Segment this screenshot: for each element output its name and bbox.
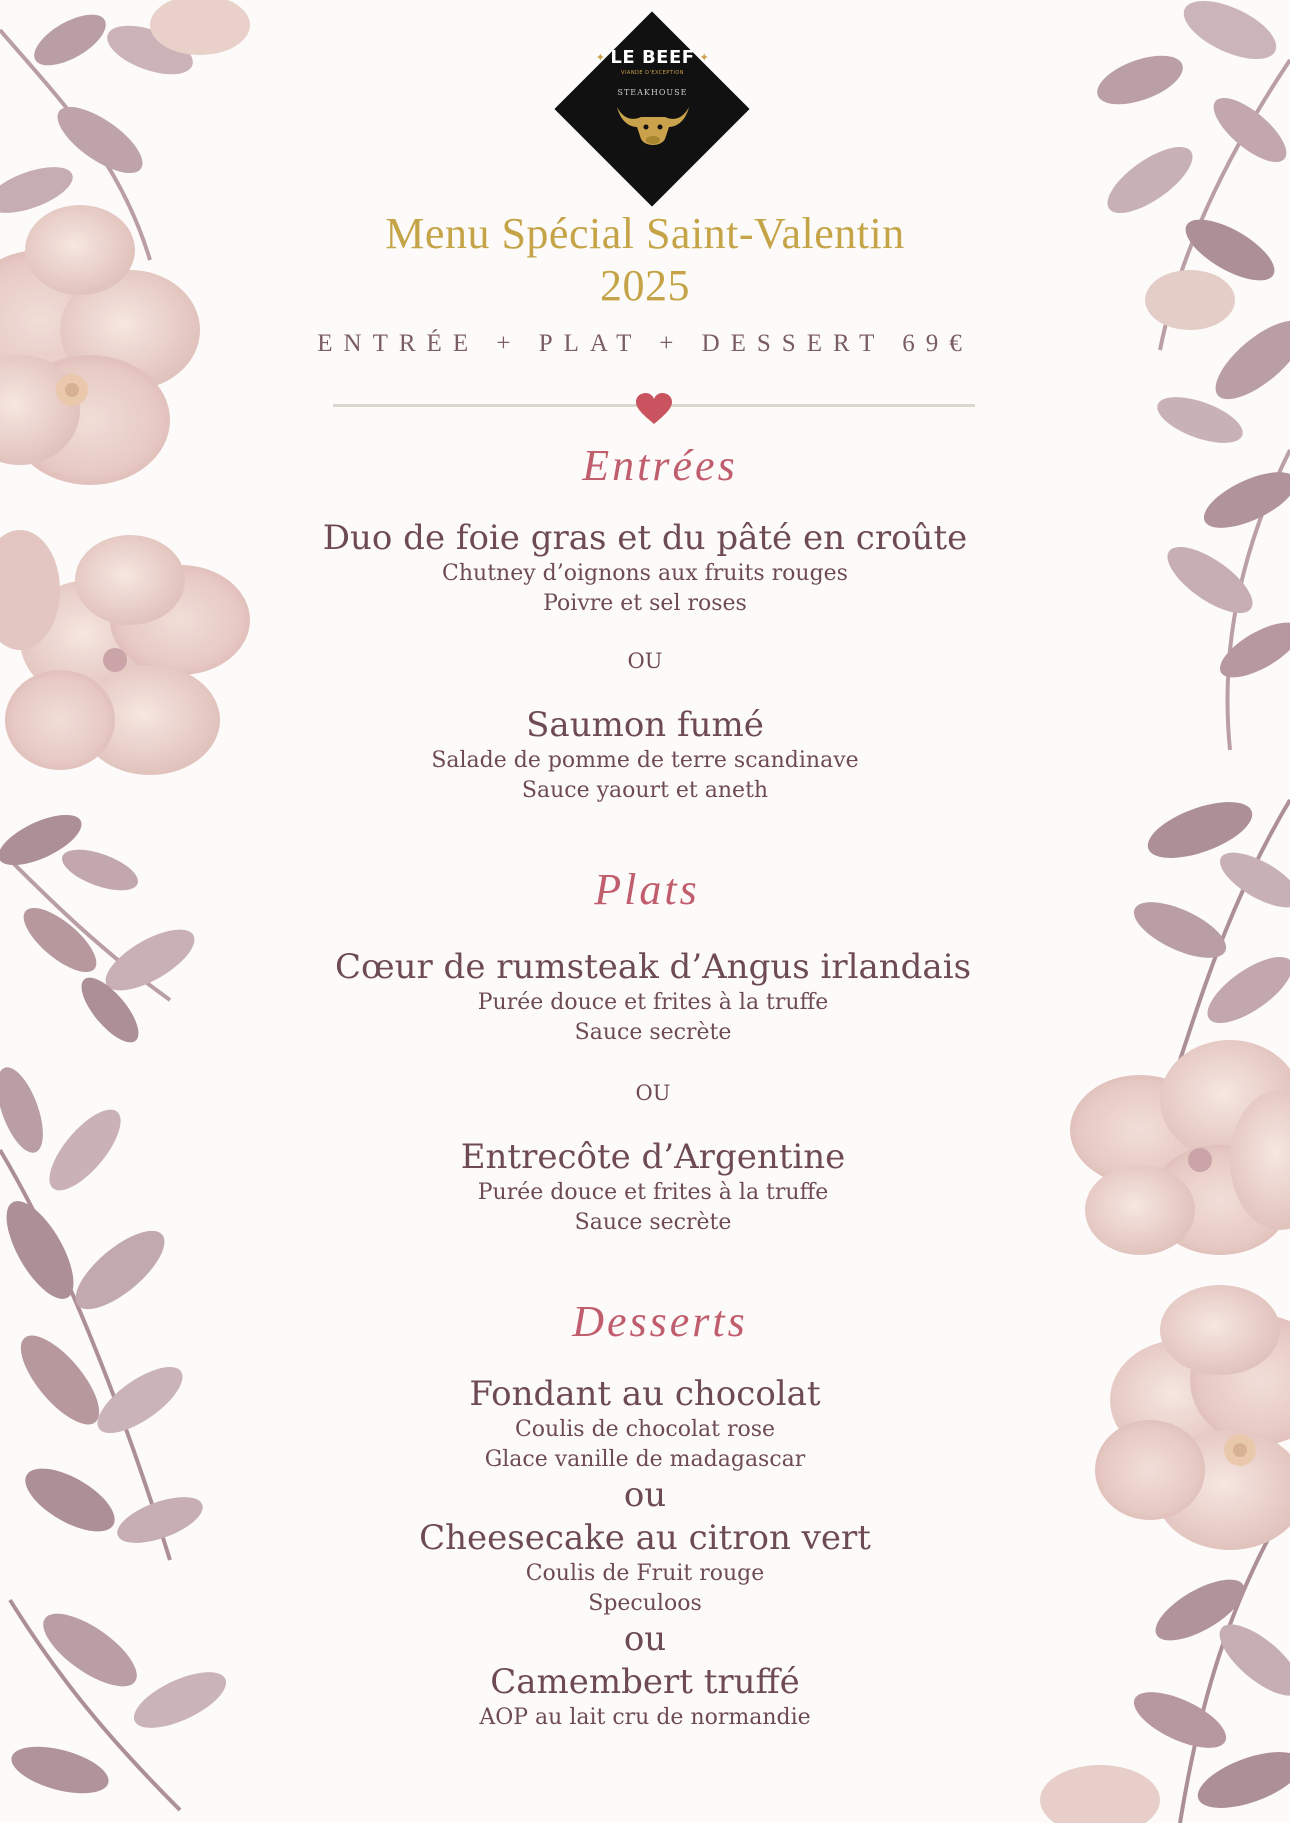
dish-name: Duo de foie gras et du pâté en croûte [322,518,968,558]
dish-detail: Sauce secrète [574,1210,732,1235]
dish-detail: Glace vanille de madagascar [484,1447,806,1472]
dish-detail: Purée douce et frites à la truffe [477,1180,829,1205]
dish-name: Cheesecake au citron vert [419,1518,871,1558]
or-separator: ou [623,1619,667,1659]
dish-name: Camembert truffé [490,1662,800,1702]
sparkle-icon: ✦ [699,51,710,64]
sparkle-icon: ✦ [595,51,606,64]
or-separator: OU [627,649,663,673]
bull-head-icon [613,99,693,149]
section-title-desserts: Desserts [572,1297,748,1346]
dish-name: Cœur de rumsteak d’Angus irlandais [334,947,972,987]
or-separator: ou [623,1475,667,1515]
dish-name: Fondant au chocolat [469,1374,821,1414]
menu-title: Menu Spécial Saint-Valentin [385,209,905,258]
dish-detail: Sauce secrète [574,1020,732,1045]
heart-icon [634,392,674,426]
dish-detail: Purée douce et frites à la truffe [477,990,829,1015]
dish-detail: Coulis de chocolat rose [514,1417,776,1442]
section-title-entrees: Entrées [582,441,738,490]
menu-year: 2025 [600,261,690,310]
menu-formula-price: ENTRÉE + PLAT + DESSERT 69€ [317,330,973,357]
logo-name: LE BEEF [610,46,695,68]
logo-tagline: VIANDE D'EXCEPTION [621,69,684,76]
dish-detail: Coulis de Fruit rouge [525,1561,765,1586]
restaurant-logo [555,12,750,207]
dish-detail: Salade de pomme de terre scandinave [431,748,859,773]
dish-detail: Sauce yaourt et aneth [521,778,769,803]
or-separator: OU [635,1081,671,1105]
dish-detail: Poivre et sel roses [543,591,747,616]
logo-subtitle: STEAKHOUSE [617,87,688,97]
dish-name: Entrecôte d’Argentine [460,1137,846,1177]
dish-name: Saumon fumé [526,705,764,745]
section-title-plats: Plats [594,865,700,914]
dish-detail: Speculoos [588,1591,702,1616]
dish-detail: AOP au lait cru de normandie [479,1705,811,1730]
dish-detail: Chutney d’oignons aux fruits rouges [442,561,848,586]
